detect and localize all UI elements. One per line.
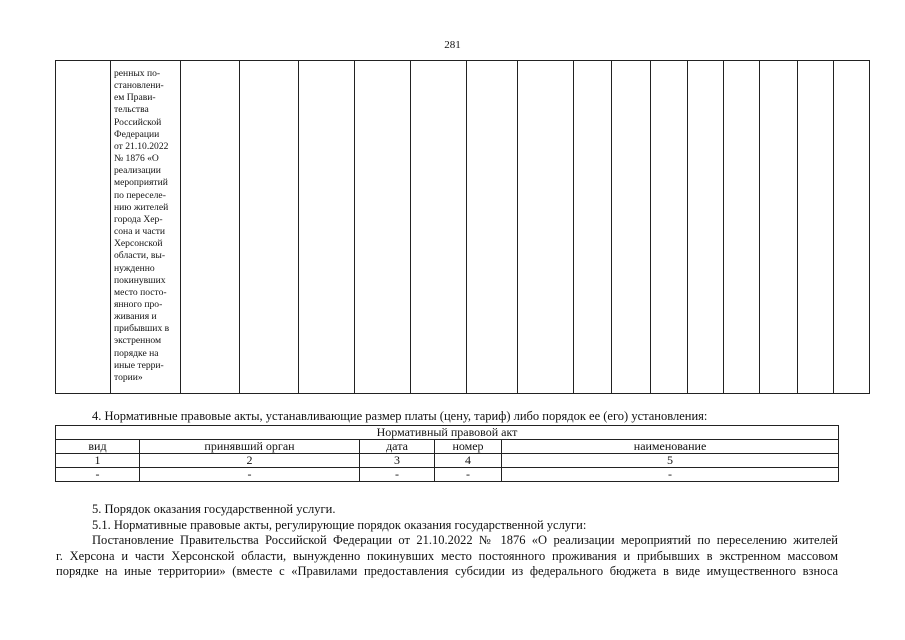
table-cell	[724, 61, 760, 394]
column-header: номер	[435, 440, 502, 454]
table-cell: 3	[360, 454, 435, 468]
table-cell	[411, 61, 467, 394]
table-cell	[760, 61, 798, 394]
column-header: принявший орган	[140, 440, 360, 454]
table-row	[56, 426, 839, 440]
table-cell	[798, 61, 834, 394]
body-line: порядке на иные территории» (вместе с «Правилами предоставления субсидии из федерального бюджета в виде имущественного взноса	[56, 564, 838, 578]
table-cell	[834, 61, 870, 394]
column-header: дата	[360, 440, 435, 454]
table-row	[56, 440, 839, 454]
table-row	[56, 61, 870, 394]
table-row	[56, 454, 839, 468]
table-cell	[240, 61, 299, 394]
table-cell	[111, 61, 181, 394]
table-cell	[688, 61, 724, 394]
table-cell: 1	[56, 454, 140, 468]
table-cell	[355, 61, 411, 394]
column-header: вид	[56, 440, 140, 454]
table-cell	[181, 61, 240, 394]
column-header: наименование	[502, 440, 839, 454]
page-number: 281	[444, 39, 461, 51]
table-cell	[518, 61, 574, 394]
table-cell	[467, 61, 518, 394]
table-cell: -	[140, 468, 360, 482]
table-cell	[574, 61, 612, 394]
table-cell	[612, 61, 651, 394]
group-header: Нормативный правовой акт	[56, 426, 839, 440]
body-line: Постановление Правительства Российской Федерации от 21.10.2022 № 1876 «О реализации мероприятий по переселению жителей	[92, 533, 838, 547]
table-row	[56, 468, 839, 482]
section4-heading: 4. Нормативные правовые акты, устанавливающие размер платы (цену, тариф) либо порядок ее (его) установления:	[92, 409, 708, 423]
continuation-table	[55, 60, 870, 394]
table-cell: -	[360, 468, 435, 482]
section5-subheading: 5.1. Нормативные правовые акты, регулирующие порядок оказания государственной услуги:	[92, 518, 587, 532]
table-cell: 2	[140, 454, 360, 468]
table-cell: -	[56, 468, 140, 482]
table-cell: 5	[502, 454, 839, 468]
section5-heading: 5. Порядок оказания государственной услуги.	[92, 502, 336, 516]
table-cell	[56, 61, 111, 394]
table-cell	[651, 61, 688, 394]
table-cell: 4	[435, 454, 502, 468]
body-line: г. Херсона и части Херсонской области, вынужденно покинувших место постоянного проживания и прибывших в экстренном массовом	[56, 549, 838, 563]
table-cell: -	[435, 468, 502, 482]
table-cell	[299, 61, 355, 394]
legal-acts-table	[55, 425, 839, 482]
cell-text: ренных по- становлени- ем Прави- тельства Российской Федерации от 21.10.2022 № 1876 «О реализации мероприятий по переселе- нию жителей города Хер- сона и части Херсонской области, вы- нужденно покинувших место посто- янного про- живания и прибывших в экстренном порядке на иные терри- тории»	[114, 68, 170, 383]
table-cell: -	[502, 468, 839, 482]
